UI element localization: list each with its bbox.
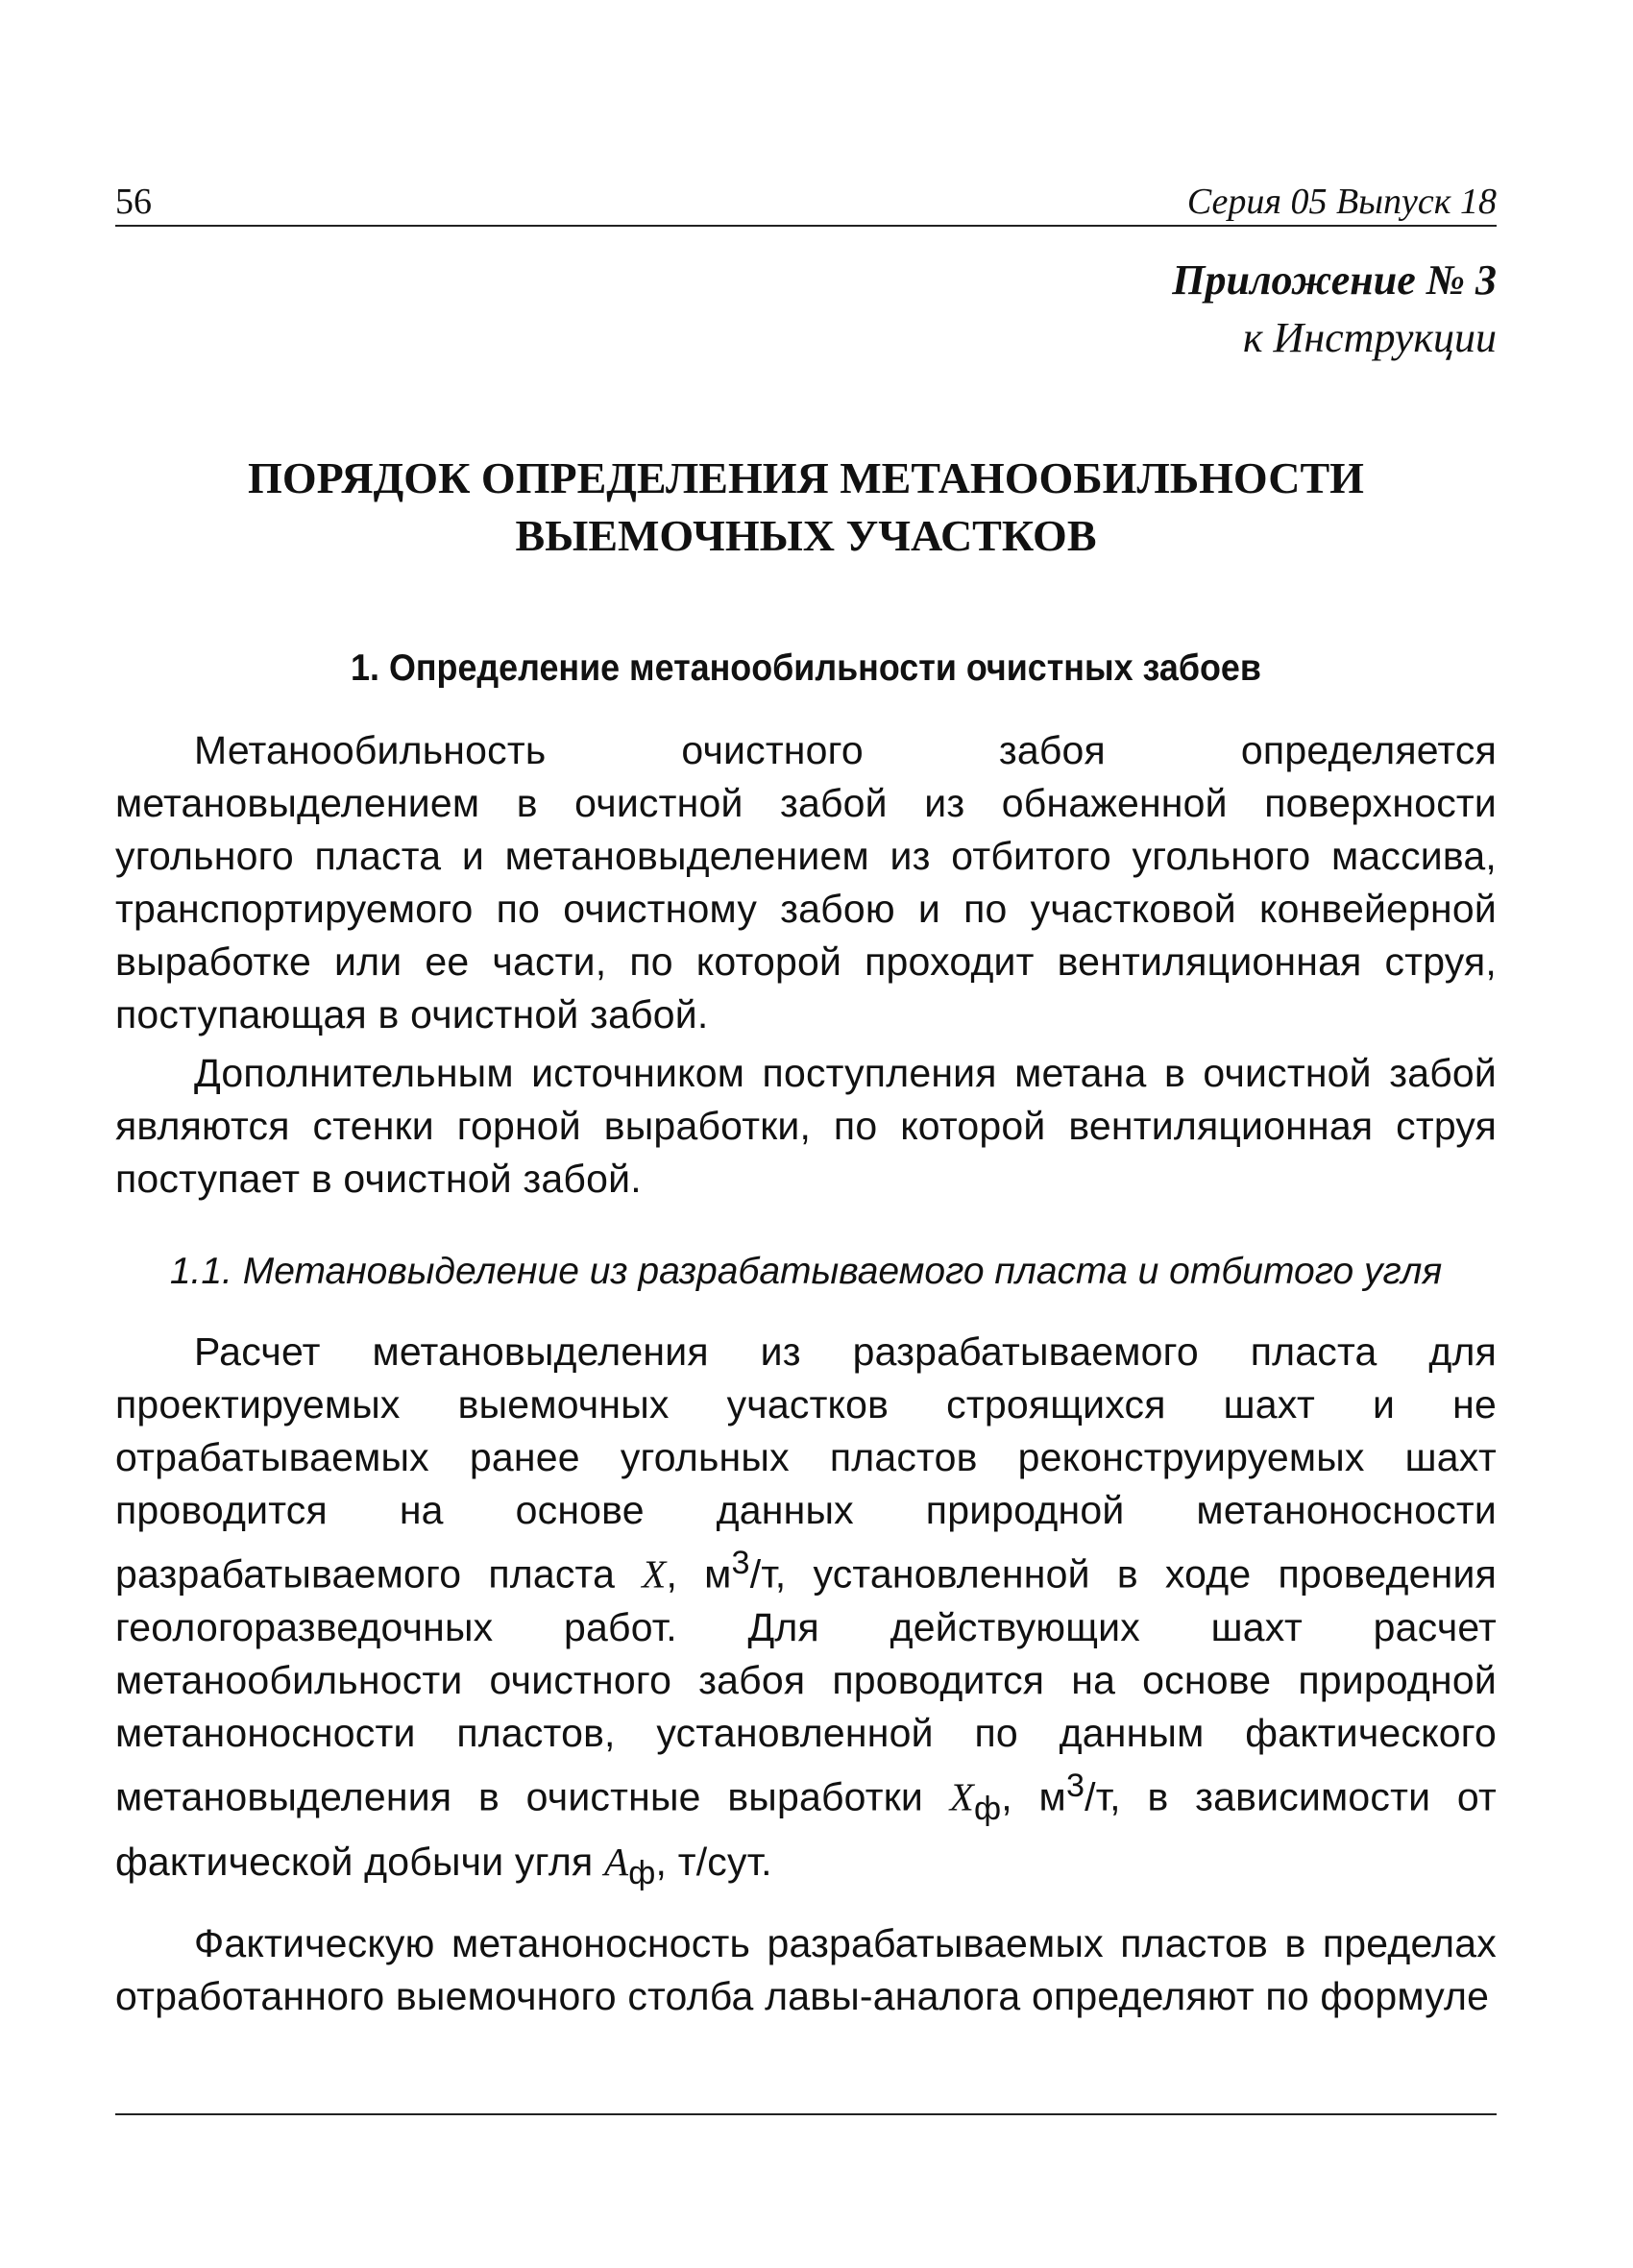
paragraph-3	[115, 1326, 1497, 1900]
paragraph-3-text-a: Расчет метановыделения из разрабатываемого пласта для проектируемых выемочных участков строящихся шахт и не отрабатываемых ранее угольных пластов реконструируемых шахт проводится на основе данных природной метаноносности разрабатываемого пласта	[115, 1329, 1497, 1597]
subscript-f: ф	[628, 1854, 656, 1891]
symbol-x: X	[642, 1551, 667, 1597]
paragraph-3-text-e: /т, в зависимости от фактической добычи угля	[115, 1774, 1497, 1884]
footer-divider	[115, 2113, 1497, 2115]
document-title-line-2: ВЫЕМОЧНЫХ УЧАСТКОВ	[515, 511, 1097, 560]
paragraph-2: Дополнительным источником поступления метана в очистной забой являются стенки горной выработки, по которой вентиляционная струя поступает в очистной забой.	[115, 1051, 1497, 1201]
document-title	[115, 450, 1497, 565]
subsection-heading: 1.1. Метановыделение из разрабатываемого пласта и отбитого угля	[169, 1251, 1443, 1292]
document-page	[115, 0, 1497, 2268]
paragraph-3-text-b: , м	[666, 1551, 732, 1597]
paragraph-3-text-c: /т, установленной в ходе проведения геологоразведочных работ. Для действующих шахт расчет метанообильности очистного забоя проводится на основе природной метаноносности пластов, установленной по данным фактического метановыделения в очистные выработки	[115, 1551, 1498, 1819]
appendix-subtitle: к Инструкции	[1242, 314, 1497, 361]
superscript-3: 3	[1065, 1767, 1085, 1804]
paragraph-3-text-d: , м	[1001, 1774, 1066, 1819]
subscript-f: ф	[973, 1790, 1002, 1827]
paragraph-3-text-f: , т/сут.	[655, 1839, 772, 1884]
paragraph-4: Фактическую метаноносность разрабатываемых пластов в пределах отработанного выемочного столба лавы-аналога определяют по формуле	[115, 1921, 1497, 2018]
symbol-x-f: X	[949, 1774, 974, 1819]
symbol-a-f: A	[603, 1839, 629, 1884]
series-label: Серия 05 Выпуск 18	[1186, 182, 1497, 222]
page-number: 56	[115, 182, 152, 222]
section-heading: 1. Определение метанообильности очистных забоев	[351, 647, 1261, 689]
superscript-3: 3	[731, 1545, 750, 1581]
paragraph-1: Метанообильность очистного забоя определяется метановыделением в очистной забой из обнаженной поверхности угольного пласта и метановыделением из отбитого угольного массива, транспортируемого по очистному забою и по участковой конвейерной выработке или ее части, по которой проходит вентиляционная струя, поступающая в очистной забой.	[115, 728, 1497, 1036]
appendix-title: Приложение № 3	[1172, 256, 1497, 304]
running-header	[115, 179, 1497, 227]
appendix-label	[1172, 252, 1497, 367]
document-title-line-1: ПОРЯДОК ОПРЕДЕЛЕНИЯ МЕТАНООБИЛЬНОСТИ	[248, 453, 1364, 502]
